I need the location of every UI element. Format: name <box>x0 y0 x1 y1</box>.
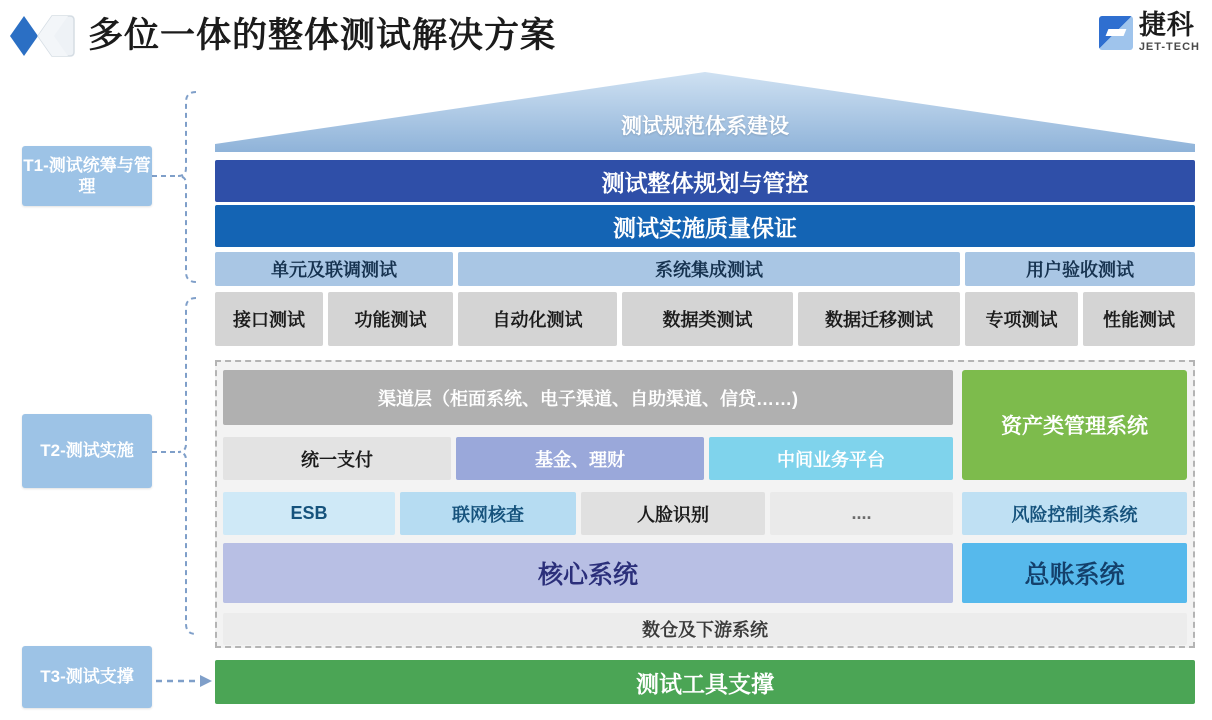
architecture-asset-system: 资产类管理系统 <box>962 370 1187 480</box>
diamond-logo-icon <box>8 10 76 62</box>
test-cell-function: 功能测试 <box>328 292 453 346</box>
architecture-channel-layer: 渠道层（柜面系统、电子渠道、自助渠道、信贷……) <box>223 370 953 425</box>
quality-bar: 测试实施质量保证 <box>215 205 1195 247</box>
test-cell-automation: 自动化测试 <box>458 292 617 346</box>
test-cell-migration: 数据迁移测试 <box>798 292 960 346</box>
brand-name-en: JET-TECH <box>1138 41 1200 53</box>
architecture-esb: ESB <box>223 492 395 535</box>
test-band-system-integration: 系统集成测试 <box>458 252 960 286</box>
test-cell-special: 专项测试 <box>965 292 1078 346</box>
stage-label-t2: T2-测试实施 <box>22 414 152 488</box>
brand-logo <box>1099 12 1200 53</box>
test-band-unit: 单元及联调测试 <box>215 252 453 286</box>
jet-tech-mark-icon <box>1099 16 1133 50</box>
architecture-ledger-system: 总账系统 <box>962 543 1187 603</box>
architecture-unified-payment: 统一支付 <box>223 437 451 480</box>
stage-label-t1: T1-测试统筹与管理 <box>22 146 152 206</box>
test-cell-data: 数据类测试 <box>622 292 793 346</box>
stage-label-t3: T3-测试支撑 <box>22 646 152 708</box>
page-header <box>0 0 1212 78</box>
architecture-core-system: 核心系统 <box>223 543 953 603</box>
brand-name-cn: 捷科 <box>1138 10 1195 40</box>
architecture-risk-control: 风险控制类系统 <box>962 492 1187 535</box>
architecture-fund-wealth: 基金、理财 <box>456 437 704 480</box>
architecture-etc: .... <box>770 492 953 535</box>
test-band-uat: 用户验收测试 <box>965 252 1195 286</box>
architecture-data-warehouse: 数仓及下游系统 <box>223 613 1187 645</box>
architecture-network-check: 联网核查 <box>400 492 576 535</box>
brand-names <box>1139 12 1200 53</box>
tool-support-bar: 测试工具支撑 <box>215 660 1195 704</box>
architecture-middle-business: 中间业务平台 <box>709 437 953 480</box>
test-cell-interface: 接口测试 <box>215 292 323 346</box>
architecture-face-recognition: 人脸识别 <box>581 492 765 535</box>
page-title: 多位一体的整体测试解决方案 <box>88 16 557 55</box>
roof-label: 测试规范体系建设 <box>621 115 789 138</box>
planning-bar: 测试整体规划与管控 <box>215 160 1195 202</box>
test-cell-performance: 性能测试 <box>1083 292 1195 346</box>
